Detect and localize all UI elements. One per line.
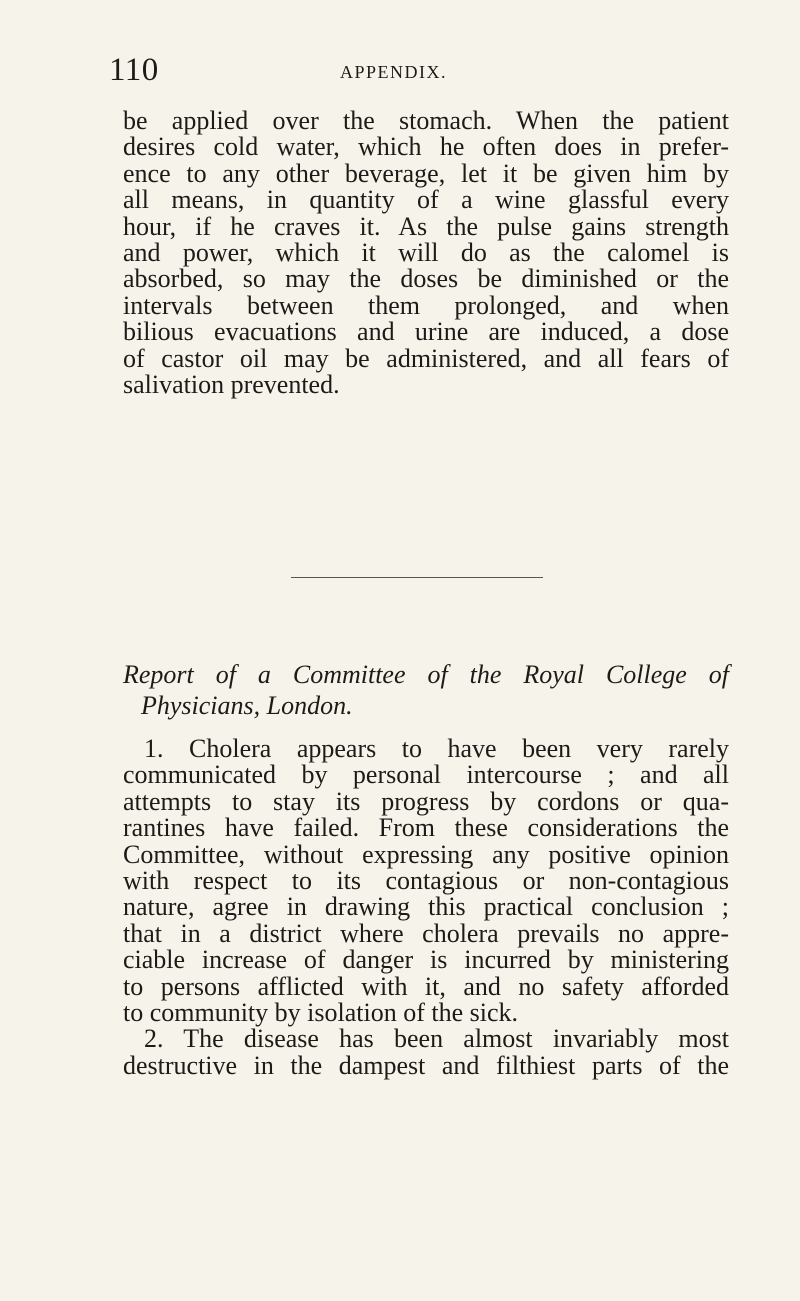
text-line: be applied over the stomach. When the patient <box>123 106 729 135</box>
text-line: ciable increase of danger is incurred by ministering <box>123 945 729 975</box>
text-line: intervals between them prolonged, and when <box>123 290 729 320</box>
section-divider <box>291 577 543 578</box>
text-line: of castor oil may be administered, and all fears of <box>123 343 729 373</box>
running-head: APPENDIX. <box>340 62 448 82</box>
text-line: hour, if he craves it. As the pulse gains strength <box>123 211 729 241</box>
text-line: communicated by personal intercourse ; and all <box>123 760 729 790</box>
paragraph-treatment <box>123 108 729 398</box>
text-line: that in a district where cholera prevails no appre- <box>123 918 729 948</box>
text-line: and power, which it will do as the calomel is <box>123 238 729 268</box>
text-line: attempts to stay its progress by cordons or qua- <box>123 786 729 816</box>
text-line: salivation prevented. <box>123 370 340 400</box>
paragraph-report-findings <box>123 736 729 1079</box>
report-title-line: Physicians, London. <box>141 691 353 720</box>
text-line: all means, in quantity of a wine glassful every <box>123 185 729 215</box>
page-header <box>109 52 739 92</box>
report-heading <box>123 659 729 721</box>
text-line: 2. The disease has been almost invariably most <box>144 1024 729 1054</box>
text-line: destructive in the dampest and filthiest parts of the <box>123 1050 729 1080</box>
text-line: bilious evacuations and urine are induced, a dose <box>123 317 729 347</box>
text-line: desires cold water, which he often does in prefer- <box>123 132 729 162</box>
text-line: 1. Cholera appears to have been very rarely <box>144 734 729 763</box>
page-number: 110 <box>109 52 159 88</box>
text-line: to community by isolation of the sick. <box>123 998 519 1028</box>
text-line: absorbed, so may the doses be diminished or the <box>123 264 729 294</box>
text-line: to persons afflicted with it, and no safety afforded <box>123 971 729 1001</box>
text-line: rantines have failed. From these considerations the <box>123 813 729 843</box>
text-line: nature, agree in drawing this practical conclusion ; <box>123 892 729 922</box>
text-line: with respect to its contagious or non-contagious <box>123 866 729 896</box>
text-line: ence to any other beverage, let it be given him by <box>123 158 729 188</box>
report-title-line: Report of a Committee of the Royal College of <box>123 660 729 689</box>
text-line: Committee, without expressing any positive opinion <box>123 839 729 869</box>
